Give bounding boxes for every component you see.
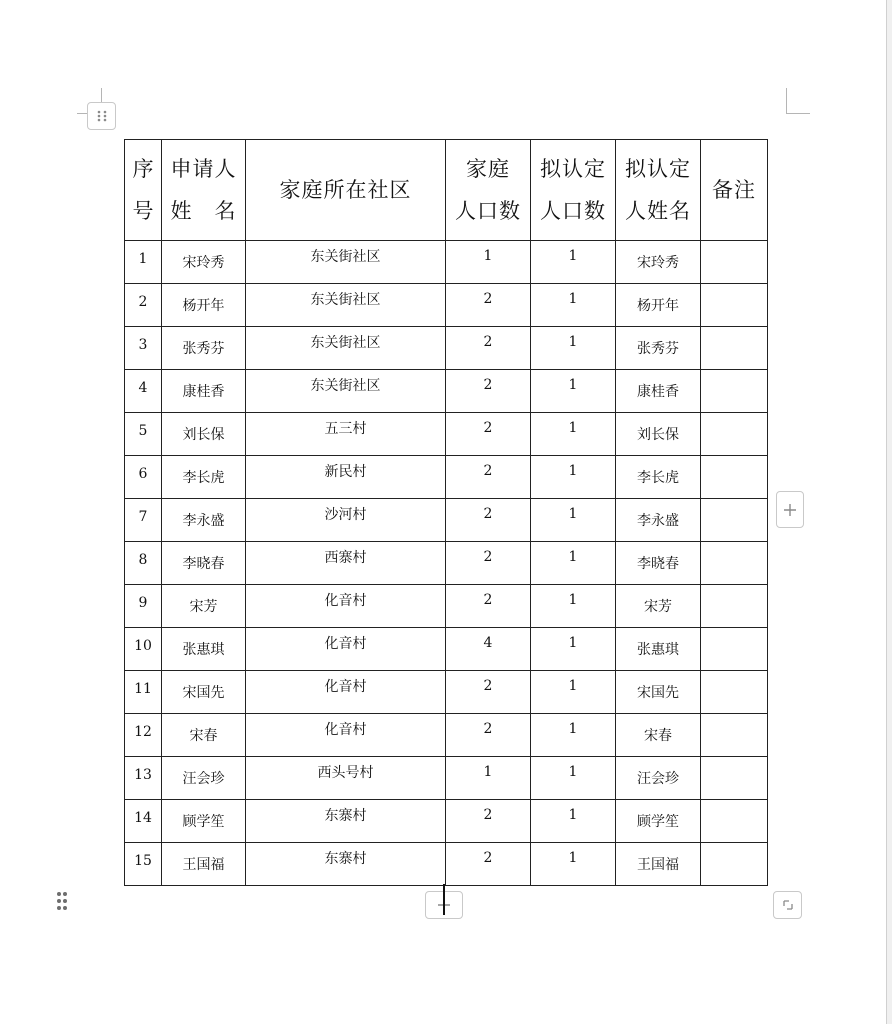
header-applicant-line1: 申请人 xyxy=(170,157,237,181)
seq-number: 11 xyxy=(134,680,152,697)
cell-approved-count[interactable] xyxy=(531,843,616,886)
plus-icon xyxy=(783,503,797,517)
cell-approved-count[interactable] xyxy=(531,499,616,542)
seq-number: 8 xyxy=(138,551,148,568)
cell-approved-count[interactable] xyxy=(531,757,616,800)
cell-applicant[interactable] xyxy=(162,800,246,843)
cell-applicant[interactable] xyxy=(162,585,246,628)
table-row xyxy=(125,628,768,671)
seq-number: 1 xyxy=(138,250,148,267)
applicant-name: 宋芳 xyxy=(189,599,218,615)
cell-approved-count[interactable] xyxy=(531,370,616,413)
cell-applicant[interactable] xyxy=(162,671,246,714)
header-seq[interactable] xyxy=(125,140,162,241)
approved-count-value: 1 xyxy=(568,463,578,479)
approved-count-value: 1 xyxy=(568,420,578,436)
applicant-name: 李晓春 xyxy=(182,556,225,572)
community-name: 东关街社区 xyxy=(310,335,381,351)
header-notes-label: 备注 xyxy=(712,178,756,202)
cell-population[interactable] xyxy=(446,241,531,284)
table-row xyxy=(125,671,768,714)
cell-seq[interactable] xyxy=(125,241,162,284)
table-row xyxy=(125,327,768,370)
applicant-name: 李长虎 xyxy=(182,470,225,486)
seq-number: 9 xyxy=(138,594,148,611)
approved-count-value: 1 xyxy=(568,850,578,866)
cell-approved-name[interactable] xyxy=(616,241,701,284)
community-name: 化音村 xyxy=(324,679,367,695)
population-value: 2 xyxy=(483,592,493,608)
table-row xyxy=(125,284,768,327)
cell-notes[interactable] xyxy=(701,413,768,456)
approved-name: 宋芳 xyxy=(644,599,672,615)
header-pop-line2: 人口数 xyxy=(455,199,521,223)
cell-community[interactable] xyxy=(246,327,446,370)
table-row xyxy=(125,757,768,800)
approved-name: 刘长保 xyxy=(637,427,679,443)
applicant-name: 宋国先 xyxy=(182,685,225,701)
community-name: 东关街社区 xyxy=(310,249,381,265)
cell-applicant[interactable] xyxy=(162,413,246,456)
applicant-name: 王国福 xyxy=(182,857,225,873)
table-row xyxy=(125,241,768,284)
applicant-name: 顾学笙 xyxy=(182,814,225,830)
cell-notes[interactable] xyxy=(701,241,768,284)
population-value: 2 xyxy=(483,463,493,479)
cell-notes[interactable] xyxy=(701,843,768,886)
population-value: 2 xyxy=(483,420,493,436)
cell-applicant[interactable] xyxy=(162,456,246,499)
cell-approved-count[interactable] xyxy=(531,671,616,714)
cell-seq[interactable] xyxy=(125,843,162,886)
cell-seq[interactable] xyxy=(125,628,162,671)
approved-name: 李永盛 xyxy=(637,513,679,529)
cell-seq[interactable] xyxy=(125,800,162,843)
population-value: 2 xyxy=(483,506,493,522)
approved-count-value: 1 xyxy=(568,721,578,737)
cell-population[interactable] xyxy=(446,714,531,757)
cell-population[interactable] xyxy=(446,585,531,628)
cell-seq[interactable] xyxy=(125,284,162,327)
cell-approved-count[interactable] xyxy=(531,284,616,327)
cell-approved-count[interactable] xyxy=(531,628,616,671)
cell-notes[interactable] xyxy=(701,327,768,370)
population-value: 2 xyxy=(483,334,493,350)
resize-corner-icon xyxy=(782,899,794,911)
cell-seq[interactable] xyxy=(125,542,162,585)
cell-seq[interactable] xyxy=(125,413,162,456)
approved-count-value: 1 xyxy=(568,248,578,264)
cell-seq[interactable] xyxy=(125,499,162,542)
cell-applicant[interactable] xyxy=(162,542,246,585)
table-row xyxy=(125,714,768,757)
page-edge xyxy=(886,0,892,1024)
cell-approved-count[interactable] xyxy=(531,241,616,284)
community-name: 化音村 xyxy=(324,593,367,609)
seq-number: 4 xyxy=(138,379,148,396)
cell-community[interactable] xyxy=(246,413,446,456)
cell-community[interactable] xyxy=(246,499,446,542)
header-applicant-line2: 姓 名 xyxy=(170,199,237,223)
table-row xyxy=(125,370,768,413)
approved-name: 张秀芬 xyxy=(637,341,679,357)
cell-seq[interactable] xyxy=(125,714,162,757)
header-community[interactable] xyxy=(246,140,446,241)
cell-population[interactable] xyxy=(446,284,531,327)
seq-number: 6 xyxy=(138,465,148,482)
header-applicant[interactable] xyxy=(162,140,246,241)
cell-approved-name[interactable] xyxy=(616,628,701,671)
applicant-name: 刘长保 xyxy=(182,427,225,443)
community-name: 东关街社区 xyxy=(310,292,381,308)
cell-applicant[interactable] xyxy=(162,628,246,671)
seq-number: 10 xyxy=(134,637,152,654)
header-pop[interactable] xyxy=(446,140,531,241)
cell-community[interactable] xyxy=(246,585,446,628)
margin-corner-mark xyxy=(101,88,102,102)
cell-notes[interactable] xyxy=(701,671,768,714)
community-name: 化音村 xyxy=(324,722,367,738)
population-value: 2 xyxy=(483,807,493,823)
cell-community[interactable] xyxy=(246,671,446,714)
population-value: 1 xyxy=(483,248,493,264)
approved-name: 宋春 xyxy=(644,728,672,744)
seq-number: 7 xyxy=(138,508,148,525)
cell-population[interactable] xyxy=(446,413,531,456)
cell-notes[interactable] xyxy=(701,370,768,413)
applicant-name: 张秀芬 xyxy=(182,341,225,357)
approved-count-value: 1 xyxy=(568,506,578,522)
approved-count-value: 1 xyxy=(568,678,578,694)
cell-population[interactable] xyxy=(446,499,531,542)
cell-community[interactable] xyxy=(246,714,446,757)
cell-applicant[interactable] xyxy=(162,327,246,370)
cell-approved-name[interactable] xyxy=(616,671,701,714)
population-value: 4 xyxy=(483,635,493,651)
seq-number: 14 xyxy=(134,809,152,826)
table-move-handle[interactable] xyxy=(87,102,116,130)
community-name: 新民村 xyxy=(324,464,367,480)
header-approved-name-line1: 拟认定 xyxy=(625,157,691,181)
seq-number: 2 xyxy=(138,293,148,310)
cell-approved-name[interactable] xyxy=(616,284,701,327)
seq-number: 13 xyxy=(134,766,152,783)
applicant-name: 张惠琪 xyxy=(182,642,225,658)
cell-seq[interactable] xyxy=(125,585,162,628)
applicant-name: 宋玲秀 xyxy=(182,255,225,271)
cell-population[interactable] xyxy=(446,671,531,714)
cell-applicant[interactable] xyxy=(162,499,246,542)
community-name: 西寨村 xyxy=(324,550,367,566)
approved-name: 杨开年 xyxy=(637,298,679,314)
cell-applicant[interactable] xyxy=(162,241,246,284)
seq-number: 12 xyxy=(134,723,152,740)
table-row xyxy=(125,499,768,542)
approved-name: 汪会珍 xyxy=(637,771,679,787)
cell-seq[interactable] xyxy=(125,370,162,413)
cell-population[interactable] xyxy=(446,370,531,413)
cell-approved-name[interactable] xyxy=(616,843,701,886)
cell-seq[interactable] xyxy=(125,671,162,714)
community-name: 东寨村 xyxy=(324,851,367,867)
cell-approved-name[interactable] xyxy=(616,542,701,585)
cell-notes[interactable] xyxy=(701,284,768,327)
cell-population[interactable] xyxy=(446,327,531,370)
applicant-table xyxy=(124,139,768,886)
header-approved-count-line2: 人口数 xyxy=(540,199,606,223)
cell-approved-name[interactable] xyxy=(616,413,701,456)
cell-applicant[interactable] xyxy=(162,284,246,327)
table-row xyxy=(125,456,768,499)
cell-approved-name[interactable] xyxy=(616,327,701,370)
cell-notes[interactable] xyxy=(701,800,768,843)
margin-corner-mark xyxy=(77,113,87,114)
cell-notes[interactable] xyxy=(701,456,768,499)
approved-name: 康桂香 xyxy=(637,384,679,400)
cell-approved-count[interactable] xyxy=(531,800,616,843)
cell-community[interactable] xyxy=(246,843,446,886)
community-name: 五三村 xyxy=(324,421,367,437)
header-approved-name[interactable] xyxy=(616,140,701,241)
approved-count-value: 1 xyxy=(568,334,578,350)
applicant-name: 杨开年 xyxy=(182,298,225,314)
cell-approved-count[interactable] xyxy=(531,456,616,499)
approved-count-value: 1 xyxy=(568,592,578,608)
table-row xyxy=(125,413,768,456)
approved-count-value: 1 xyxy=(568,377,578,393)
approved-name: 王国福 xyxy=(637,857,679,873)
cell-community[interactable] xyxy=(246,542,446,585)
margin-corner-mark xyxy=(786,88,787,113)
seq-number: 5 xyxy=(138,422,148,439)
cell-population[interactable] xyxy=(446,456,531,499)
population-value: 2 xyxy=(483,291,493,307)
approved-name: 顾学笙 xyxy=(637,814,679,830)
cell-notes[interactable] xyxy=(701,628,768,671)
cell-notes[interactable] xyxy=(701,499,768,542)
cell-population[interactable] xyxy=(446,757,531,800)
applicant-name: 宋春 xyxy=(189,728,218,744)
cell-population[interactable] xyxy=(446,800,531,843)
approved-name: 张惠琪 xyxy=(637,642,679,658)
cell-community[interactable] xyxy=(246,628,446,671)
cell-community[interactable] xyxy=(246,800,446,843)
population-value: 2 xyxy=(483,678,493,694)
cell-community[interactable] xyxy=(246,757,446,800)
cell-notes[interactable] xyxy=(701,542,768,585)
cell-population[interactable] xyxy=(446,628,531,671)
header-pop-line1: 家庭 xyxy=(466,157,510,181)
cell-approved-name[interactable] xyxy=(616,757,701,800)
table-header-row xyxy=(125,140,768,241)
applicant-name: 李永盛 xyxy=(182,513,225,529)
cell-approved-count[interactable] xyxy=(531,542,616,585)
cell-notes[interactable] xyxy=(701,714,768,757)
cell-seq[interactable] xyxy=(125,456,162,499)
row-drag-handle[interactable] xyxy=(53,889,71,913)
cell-approved-count[interactable] xyxy=(531,413,616,456)
cell-seq[interactable] xyxy=(125,757,162,800)
approved-count-value: 1 xyxy=(568,807,578,823)
approved-name: 宋玲秀 xyxy=(637,255,679,271)
cell-community[interactable] xyxy=(246,284,446,327)
header-approved-count[interactable] xyxy=(531,140,616,241)
header-approved-name-line2: 人姓名 xyxy=(625,199,691,223)
approved-name: 宋国先 xyxy=(637,685,679,701)
table-row xyxy=(125,542,768,585)
cell-approved-count[interactable] xyxy=(531,327,616,370)
cell-applicant[interactable] xyxy=(162,714,246,757)
header-approved-count-line1: 拟认定 xyxy=(540,157,606,181)
cell-approved-name[interactable] xyxy=(616,800,701,843)
population-value: 2 xyxy=(483,377,493,393)
approved-count-value: 1 xyxy=(568,764,578,780)
table-row xyxy=(125,800,768,843)
population-value: 2 xyxy=(483,549,493,565)
cell-population[interactable] xyxy=(446,542,531,585)
cell-applicant[interactable] xyxy=(162,757,246,800)
cell-seq[interactable] xyxy=(125,327,162,370)
cell-approved-count[interactable] xyxy=(531,585,616,628)
cell-approved-name[interactable] xyxy=(616,714,701,757)
header-notes[interactable] xyxy=(701,140,768,241)
community-name: 东寨村 xyxy=(324,808,367,824)
approved-count-value: 1 xyxy=(568,291,578,307)
header-seq-line1: 序 xyxy=(132,157,154,181)
applicant-name: 康桂香 xyxy=(182,384,225,400)
table-row xyxy=(125,585,768,628)
cell-notes[interactable] xyxy=(701,585,768,628)
cell-community[interactable] xyxy=(246,456,446,499)
cell-community[interactable] xyxy=(246,370,446,413)
population-value: 1 xyxy=(483,764,493,780)
cell-applicant[interactable] xyxy=(162,843,246,886)
approved-count-value: 1 xyxy=(568,549,578,565)
cell-approved-name[interactable] xyxy=(616,499,701,542)
applicant-name: 汪会珍 xyxy=(182,771,225,787)
cell-approved-name[interactable] xyxy=(616,456,701,499)
approved-name: 李长虎 xyxy=(637,470,679,486)
community-name: 化音村 xyxy=(324,636,367,652)
cell-approved-name[interactable] xyxy=(616,585,701,628)
table-resize-handle[interactable] xyxy=(773,891,802,919)
community-name: 沙河村 xyxy=(324,507,367,523)
cell-approved-count[interactable] xyxy=(531,714,616,757)
header-seq-line2: 号 xyxy=(132,199,154,223)
header-community-label: 家庭所在社区 xyxy=(279,178,412,202)
seq-number: 15 xyxy=(134,852,152,869)
population-value: 2 xyxy=(483,850,493,866)
cell-applicant[interactable] xyxy=(162,370,246,413)
drag-dots-icon xyxy=(56,890,68,912)
approved-count-value: 1 xyxy=(568,635,578,651)
add-column-button[interactable] xyxy=(776,491,804,528)
seq-number: 3 xyxy=(138,336,148,353)
margin-corner-mark xyxy=(786,113,810,114)
cell-community[interactable] xyxy=(246,241,446,284)
population-value: 2 xyxy=(483,721,493,737)
table-row xyxy=(125,843,768,886)
community-name: 西头号村 xyxy=(317,765,374,781)
cell-approved-name[interactable] xyxy=(616,370,701,413)
text-cursor xyxy=(443,884,445,915)
cell-notes[interactable] xyxy=(701,757,768,800)
move-grid-icon xyxy=(96,109,108,123)
community-name: 东关街社区 xyxy=(310,378,381,394)
cell-population[interactable] xyxy=(446,843,531,886)
approved-name: 李晓春 xyxy=(637,556,679,572)
